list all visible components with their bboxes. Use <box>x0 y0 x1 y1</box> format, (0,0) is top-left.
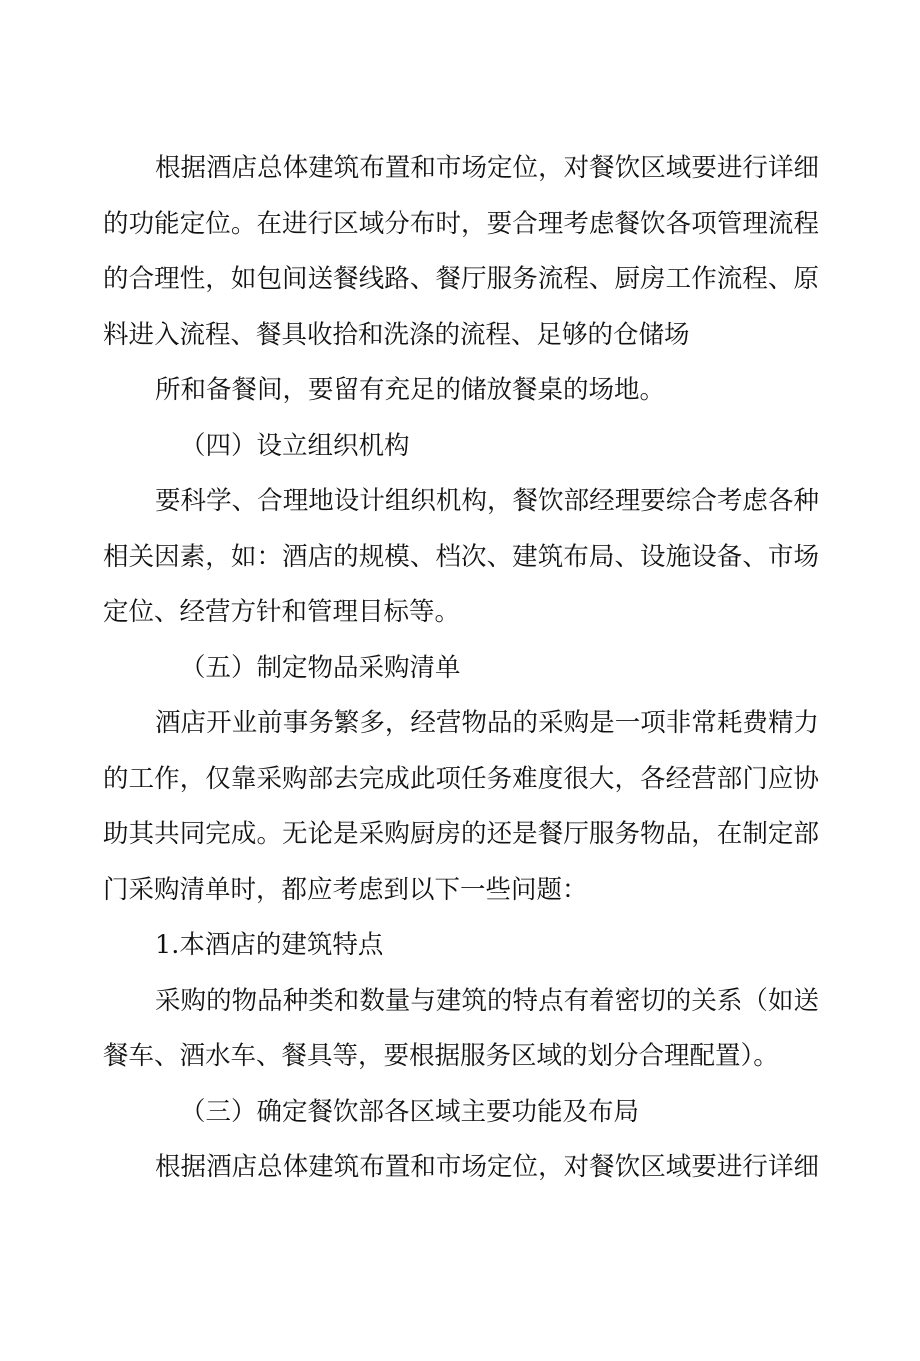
paragraph-line: 要科学、合理地设计组织机构，餐饮部经理要综合考虑各种 <box>155 486 819 516</box>
section-heading: （五）制定物品采购清单 <box>180 652 461 683</box>
paragraph-line: 定位、经营方针和管理目标等。 <box>103 597 461 627</box>
section-heading: （三）确定餐饮部各区域主要功能及布局 <box>180 1096 640 1127</box>
paragraph-line: 料进入流程、餐具收拾和洗涤的流程、足够的仓储场 <box>103 319 690 350</box>
paragraph-line: 酒店开业前事务繁多，经营物品的采购是一项非常耗费精力 <box>155 708 819 738</box>
document-body <box>103 141 819 1196</box>
paragraph-line: 根据酒店总体建筑布置和市场定位，对餐饮区域要进行详细 <box>155 153 819 183</box>
paragraph-line: 所和备餐间，要留有充足的储放餐桌的场地。 <box>155 375 666 405</box>
paragraph-line: 相关因素，如：酒店的规模、档次、建筑布局、设施设备、市场 <box>103 541 819 572</box>
paragraph-line: 根据酒店总体建筑布置和市场定位，对餐饮区域要进行详细 <box>155 1152 819 1182</box>
paragraph-line: 助其共同完成。无论是采购厨房的还是餐厅服务物品，在制定部 <box>103 819 819 849</box>
paragraph-line: 的合理性，如包间送餐线路、餐厅服务流程、厨房工作流程、原 <box>103 264 819 294</box>
paragraph-line: 的工作，仅靠采购部去完成此项任务难度很大，各经营部门应协 <box>103 763 819 794</box>
paragraph-line: 餐车、酒水车、餐具等，要根据服务区域的划分合理配置）。 <box>103 1041 779 1071</box>
paragraph-line: 门采购清单时，都应考虑到以下一些问题： <box>103 874 588 905</box>
subsection-heading: 1.本酒店的建筑特点 <box>155 930 384 960</box>
paragraph-line: 采购的物品种类和数量与建筑的特点有着密切的关系（如送 <box>155 985 819 1016</box>
section-heading: （四）设立组织机构 <box>180 430 410 461</box>
paragraph-line: 的功能定位。在进行区域分布时，要合理考虑餐饮各项管理流程 <box>103 208 819 239</box>
